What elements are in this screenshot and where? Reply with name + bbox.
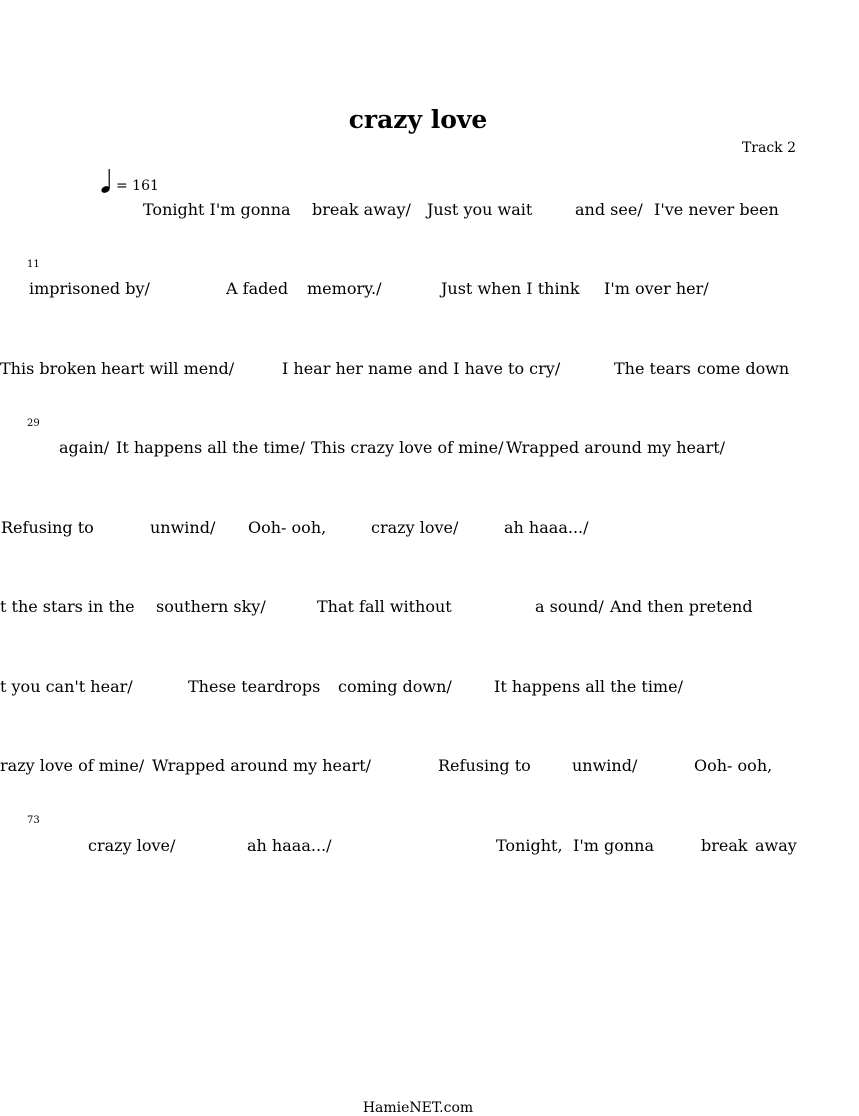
lyric-syllable: And then pretend	[610, 597, 753, 616]
measure-number: 73	[27, 815, 40, 826]
lyric-syllable: I'm gonna	[573, 836, 654, 855]
lyric-syllable: memory./	[307, 279, 382, 298]
lyric-syllable: imprisoned by/	[29, 279, 150, 298]
lyric-syllable: and I have to cry/	[418, 359, 561, 378]
lyric-syllable: It happens all the time/	[494, 677, 683, 696]
lyric-syllable: Ooh- ooh,	[694, 756, 773, 775]
lyric-syllable: That fall without	[317, 597, 452, 616]
lyric-syllable: Tonight I'm gonna	[143, 200, 291, 219]
lyric-syllable: break away/	[312, 200, 411, 219]
tempo-marking	[100, 168, 159, 194]
lyric-syllable: coming down/	[338, 677, 452, 696]
lyric-syllable: break	[701, 836, 748, 855]
lyric-syllable: These teardrops	[188, 677, 321, 696]
lyric-syllable: ah haaa.../	[504, 518, 589, 537]
tempo-value: = 161	[116, 178, 159, 194]
page-title: crazy love	[348, 105, 488, 134]
lyric-syllable: t the stars in the	[0, 597, 135, 616]
lyric-syllable: again/	[59, 438, 110, 457]
lyric-syllable: Just when I think	[441, 279, 580, 298]
lyric-syllable: unwind/	[572, 756, 638, 775]
lyric-syllable: I hear her name	[282, 359, 413, 378]
lyric-syllable: Ooh- ooh,	[248, 518, 327, 537]
lyric-syllable: Refusing to	[438, 756, 531, 775]
lyric-syllable: crazy love/	[371, 518, 459, 537]
lyric-syllable: and see/	[575, 200, 643, 219]
lyric-syllable: away	[755, 836, 797, 855]
footer-credit: HamieNET.com	[362, 1100, 474, 1116]
lyric-syllable: razy love of mine/	[0, 756, 145, 775]
lyric-syllable: Wrapped around my heart/	[506, 438, 726, 457]
lyric-syllable: Refusing to	[1, 518, 94, 537]
lyric-syllable: This broken	[0, 359, 97, 378]
lyric-syllable: I've never been	[654, 200, 779, 219]
measure-number: 11	[27, 259, 40, 270]
lyric-syllable: I'm over her/	[604, 279, 709, 298]
lyric-syllable: unwind/	[150, 518, 216, 537]
lyric-syllable: A faded	[226, 279, 289, 298]
lyric-syllable: Wrapped around my heart/	[152, 756, 372, 775]
lyric-syllable: It happens all the time/	[116, 438, 305, 457]
lyric-syllable: ah haaa.../	[247, 836, 332, 855]
lyric-syllable: southern sky/	[156, 597, 266, 616]
measure-number: 29	[27, 418, 40, 429]
lyric-syllable: Just you wait	[427, 200, 533, 219]
lyric-syllable: The tears	[614, 359, 691, 378]
lyric-syllable: t you can't hear/	[0, 677, 133, 696]
quarter-note-icon	[100, 168, 114, 194]
lyric-syllable: come down	[697, 359, 790, 378]
lyric-syllable: Tonight,	[496, 836, 563, 855]
lyric-syllable: crazy love/	[88, 836, 176, 855]
lyric-syllable: a sound/	[535, 597, 604, 616]
lyric-syllable: This crazy love of mine/	[311, 438, 504, 457]
lyric-syllable: heart will mend/	[101, 359, 235, 378]
track-subtitle: Track 2	[741, 140, 796, 156]
